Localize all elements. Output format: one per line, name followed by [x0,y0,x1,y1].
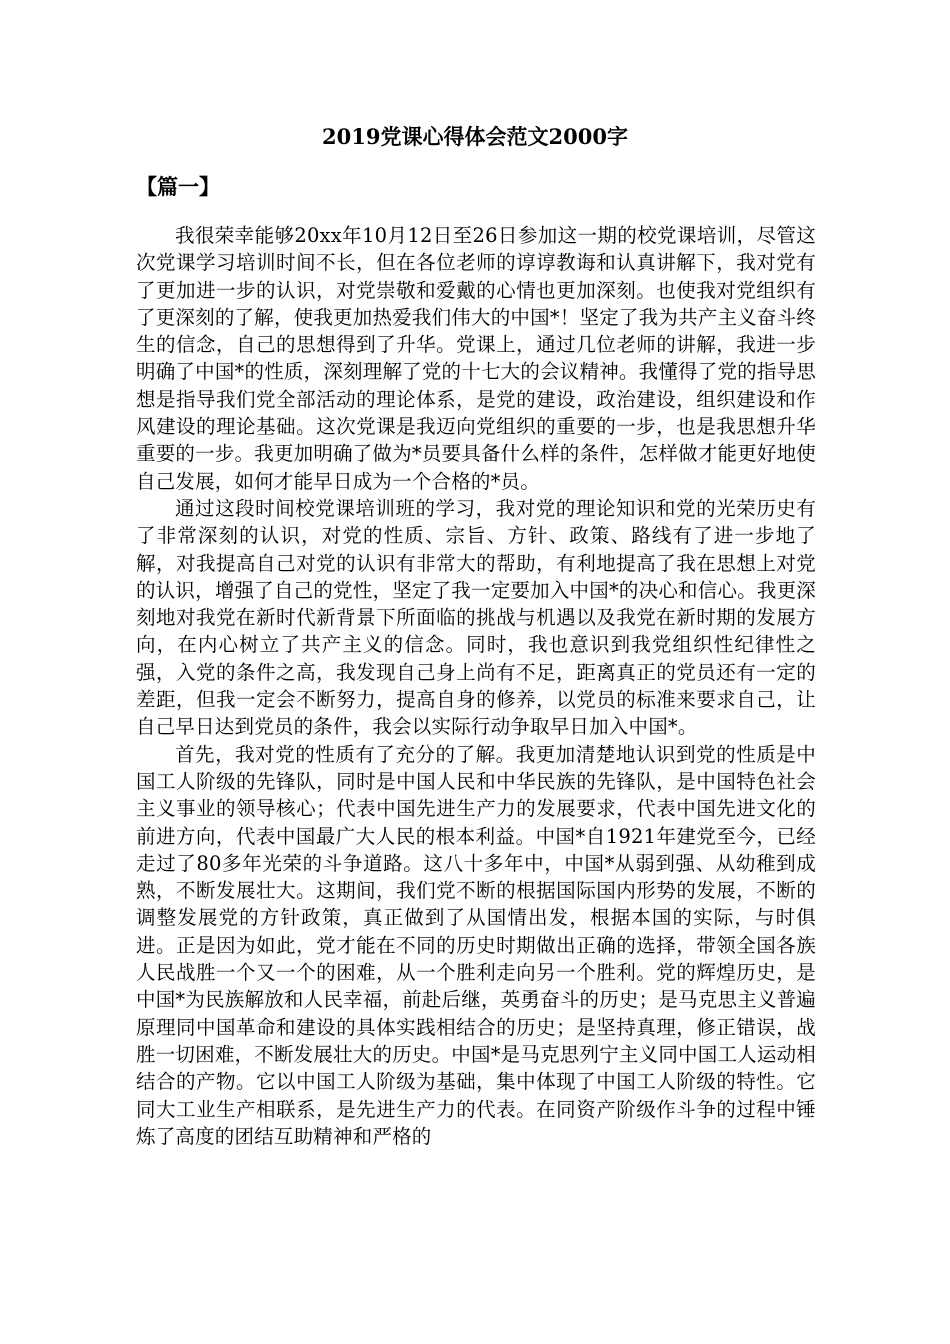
document-title: 2019党课心得体会范文2000字 [322,124,628,149]
paragraph-3: 首先，我对党的性质有了充分的了解。我更加清楚地认识到党的性质是中国工人阶级的先锋队，同时是中国人民和中华民族的先锋队，是中国特色社会主义事业的领导核心；代表中国先进生产力的发展要求，代表中国先进文化的前进方向，代表中国最广大人民的根本利益。中国*自1921年建党至今，已经走过了80多年光荣的斗争道路。这八十多年中，中国*从弱到强、从幼稚到成熟，不断发展壮大。这期间，我们党不断的根据国际国内形势的发展，不断的调整发展党的方针政策，真正做到了从国情出发，根据本国的实际，与时俱进。正是因为如此，党才能在不同的历史时期做出正确的选择，带领全国各族人民战胜一个又一个的困难，从一个胜利走向另一个胜利。党的辉煌历史，是中国*为民族解放和人民幸福，前赴后继，英勇奋斗的历史；是马克思主义普遍原理同中国革命和建设的具体实践相结合的历史；是坚持真理，修正错误，战胜一切困难，不断发展壮大的历史。中国*是马克思列宁主义同中国工人运动相结合的产物。它以中国工人阶级为基础，集中体现了中国工人阶级的特性。它同大工业生产相联系，是先进生产力的代表。在同资产阶级作斗争的过程中锤炼了高度的团结互助精神和严格的 [136,742,816,1148]
section-heading: 【篇一】 [136,174,220,199]
paragraph-1: 我很荣幸能够20xx年10月12日至26日参加这一期的校党课培训，尽管这次党课学习培训时间不长，但在各位老师的谆谆教诲和认真讲解下，我对党有了更加进一步的认识，对党崇敬和爱戴的心情也更加深刻。也使我对党组织有了更深刻的了解，使我更加热爱我们伟大的中国*！坚定了我为共产主义奋斗终生的信念，自己的思想得到了升华。党课上，通过几位老师的讲解，我进一步明确了中国*的性质，深刻理解了党的十七大的会议精神。我懂得了党的指导思想是指导我们党全部活动的理论体系，是党的建设，政治建设，组织建设和作风建设的理论基础。这次党课是我迈向党组织的重要的一步，也是我思想升华重要的一步。我更加明确了做为*员要具备什么样的条件，怎样做才能更好地使自己发展，如何才能早日成为一个合格的*员。 [136,224,816,493]
paragraph-2: 通过这段时间校党课培训班的学习，我对党的理论知识和党的光荣历史有了非常深刻的认识，对党的性质、宗旨、方针、政策、路线有了进一步地了解，对我提高自己对党的认识有非常大的帮助，有利地提高了我在思想上对党的认识，增强了自己的党性，坚定了我一定要加入中国*的决心和信心。我更深刻地对我党在新时代新背景下所面临的挑战与机遇以及我党在新时期的发展方向，在内心树立了共产主义的信念。同时，我也意识到我党组织性纪律性之强，入党的条件之高，我发现自己身上尚有不足，距离真正的党员还有一定的差距，但我一定会不断努力，提高自身的修养，以党员的标准来要求自己，让自己早日达到党员的条件，我会以实际行动争取早日加入中国*。 [136,496,816,739]
document-body [136,222,816,1150]
